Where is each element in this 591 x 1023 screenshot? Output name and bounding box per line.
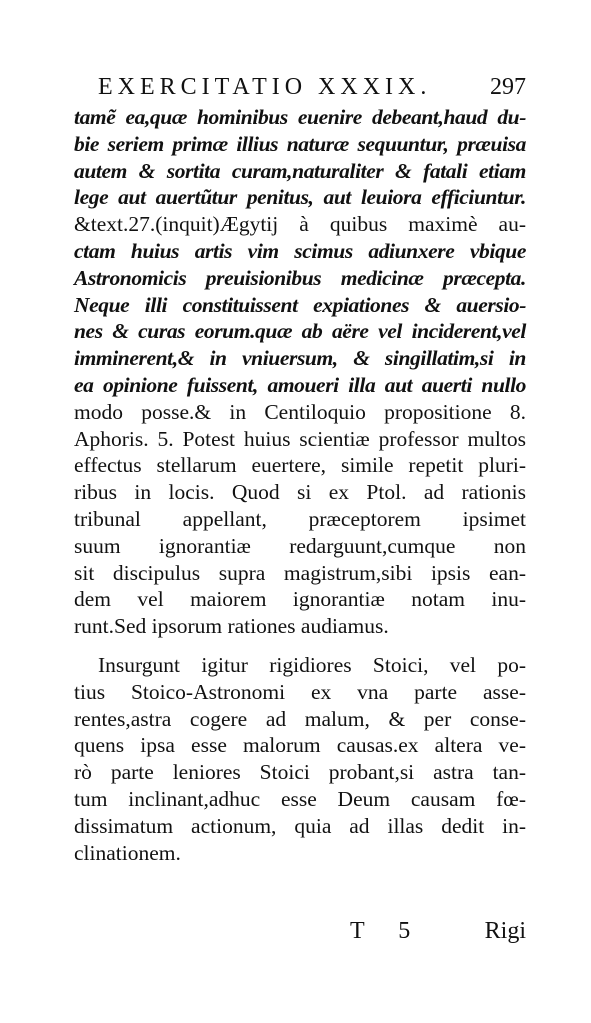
text-line: nes & curas eorum.quæ ab aëre vel inciderent,vel (74, 319, 526, 344)
text-line: autem & sortita curam,naturaliter & fatali etiam (74, 158, 526, 183)
text-line: runt.Sed ipsorum rationes audiamus. (74, 614, 389, 639)
text-line: effectus stellarum euertere, simile repetit pluri- (74, 453, 526, 478)
text-line: ctam huius artis vim scimus adiunxere vbique (74, 238, 526, 263)
text-line: quens ipsa esse malorum causas.ex altera ve- (74, 733, 526, 758)
text-line: tum inclinant,adhuc esse Deum causam fœ- (74, 786, 526, 811)
running-title: EXERCITATIO XXXIX. (98, 74, 432, 100)
text-line: &text.27.(inquit)Ægytij à quibus maximè au- (74, 212, 526, 237)
text-line: tribunal appellant, præceptorem ipsimet (74, 506, 526, 531)
text-line: clinationem. (74, 840, 181, 865)
text-line: Astronomicis preuisionibus medicinæ præcepta. (74, 265, 526, 290)
text-line: ribus in locis. Quod si ex Ptol. ad rationis (74, 480, 526, 505)
running-header (98, 74, 526, 101)
text-line: Insurgunt igitur rigidiores Stoici, vel po- (98, 652, 526, 677)
text-line: sit discipulus supra magistrum,sibi ipsis ean- (74, 560, 526, 585)
catchword: Rigi (484, 918, 526, 944)
signature-mark: T 5 (350, 918, 425, 944)
text-line: lege aut auertũtur penitus, aut leuiora efficiuntur. (74, 185, 526, 210)
text-line: rentes,astra cogere ad malum, & per conse- (74, 706, 526, 731)
text-line: dem vel maiorem ignorantiæ notam inu- (74, 587, 526, 612)
text-line: Neque illi constituissent expiationes & auersio- (74, 292, 526, 317)
text-line: Aphoris. 5. Potest huius scientiæ professor multos (74, 426, 526, 451)
text-line: tius Stoico-Astronomi ex vna parte asse- (74, 679, 526, 704)
text-line: suum ignorantiæ redarguunt,cumque non (74, 533, 526, 558)
text-line: imminerent,& in vniuersum, & singillatim,si in (74, 346, 526, 371)
text-line: bie seriem primæ illius naturæ sequuntur, præuisa (74, 131, 526, 156)
text-line: tamẽ ea,quæ hominibus euenire debeant,haud du- (74, 105, 526, 129)
paragraph-gap (74, 640, 526, 652)
text-line: ea opinione fuissent, amoueri illa aut auerti nullo (74, 372, 526, 397)
text-line: modo posse.& in Centiloquio propositione 8. (74, 399, 526, 424)
text-line: dissimatum actionum, quia ad illas dedit in- (74, 813, 526, 838)
page-footer (74, 918, 526, 948)
page-number: 297 (490, 74, 526, 100)
text-body (74, 104, 526, 866)
text-line: rò parte leniores Stoici probant,si astra tan- (74, 760, 526, 785)
